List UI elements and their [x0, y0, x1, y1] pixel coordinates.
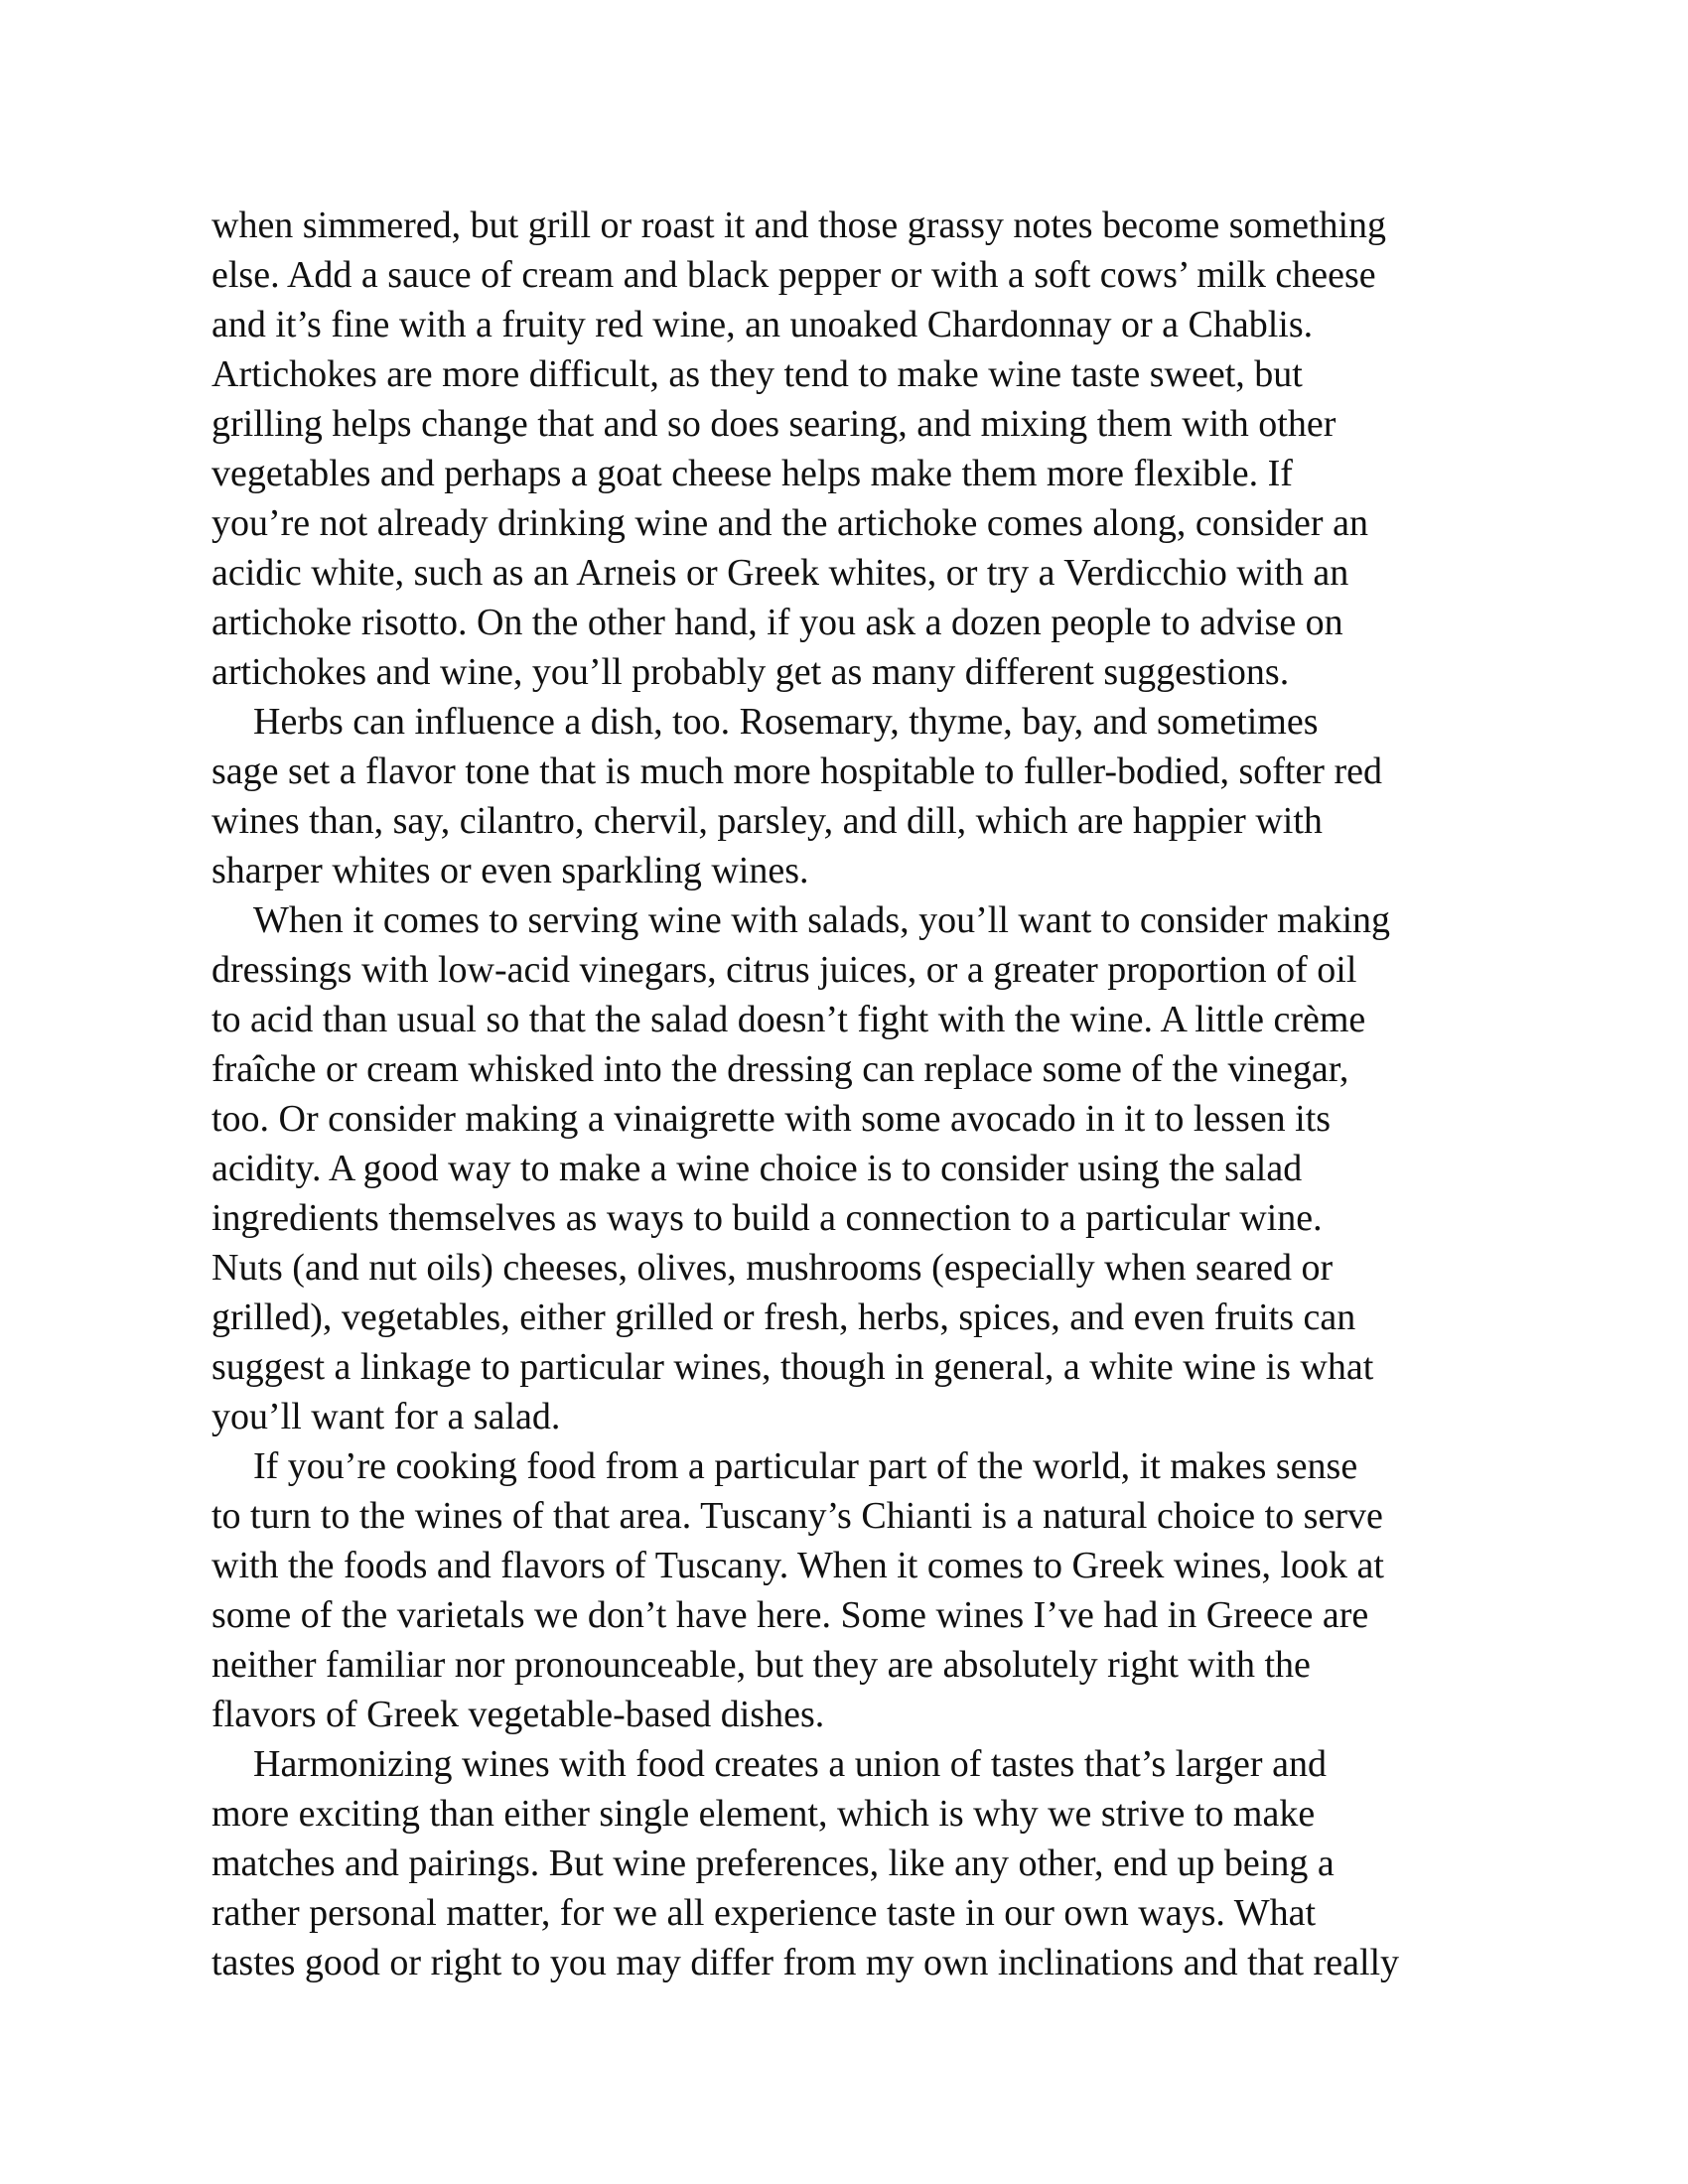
text-line: Nuts (and nut oils) cheeses, olives, mushrooms (especially when seared or [211, 1247, 1334, 1289]
text-line: sharper whites or even sparkling wines. [211, 850, 809, 891]
text-line: Artichokes are more difficult, as they tend to make wine taste sweet, but [211, 353, 1303, 395]
text-line: tastes good or right to you may differ from my own inclinations and that really [211, 1942, 1400, 1983]
text-line: more exciting than either single element, which is why we strive to make [211, 1793, 1316, 1835]
paragraph-2 [211, 697, 1492, 895]
paragraph-4 [211, 1441, 1492, 1739]
text-line: some of the varietals we don’t have here. Some wines I’ve had in Greece are [211, 1594, 1369, 1636]
text-line: If you’re cooking food from a particular part of the world, it makes sense [253, 1445, 1358, 1487]
text-line: fraîche or cream whisked into the dressing can replace some of the vinegar, [211, 1048, 1349, 1090]
text-line: artichokes and wine, you’ll probably get as many different suggestions. [211, 651, 1290, 693]
text-line: you’ll want for a salad. [211, 1396, 561, 1437]
text-line: acidity. A good way to make a wine choice is to consider using the salad [211, 1148, 1303, 1189]
paragraph-3 [211, 895, 1492, 1441]
text-line: else. Add a sauce of cream and black pepper or with a soft cows’ milk cheese [211, 254, 1376, 296]
text-line: neither familiar nor pronounceable, but they are absolutely right with the [211, 1644, 1311, 1686]
text-line: and it’s fine with a fruity red wine, an unoaked Chardonnay or a Chablis. [211, 304, 1314, 345]
text-line: suggest a linkage to particular wines, though in general, a white wine is what [211, 1346, 1374, 1388]
text-line: Herbs can influence a dish, too. Rosemary, thyme, bay, and sometimes [253, 701, 1319, 743]
text-line: acidic white, such as an Arneis or Greek whites, or try a Verdicchio with an [211, 552, 1349, 594]
text-line: flavors of Greek vegetable-based dishes. [211, 1694, 825, 1735]
text-line: artichoke risotto. On the other hand, if you ask a dozen people to advise on [211, 602, 1343, 643]
text-line: ingredients themselves as ways to build a connection to a particular wine. [211, 1197, 1323, 1239]
text-line: matches and pairings. But wine preferences, like any other, end up being a [211, 1843, 1335, 1884]
text-line: rather personal matter, for we all experience taste in our own ways. What [211, 1892, 1317, 1934]
text-line: when simmered, but grill or roast it and those grassy notes become something [211, 205, 1387, 246]
paragraph-5 [211, 1739, 1492, 1987]
text-line: to acid than usual so that the salad doesn’t fight with the wine. A little crème [211, 999, 1366, 1040]
text-line: When it comes to serving wine with salads, you’ll want to consider making [253, 899, 1391, 941]
text-line: dressings with low-acid vinegars, citrus juices, or a greater proportion of oil [211, 949, 1357, 991]
body-text [211, 201, 1492, 1987]
text-line: vegetables and perhaps a goat cheese helps make them more flexible. If [211, 453, 1293, 494]
text-line: grilling helps change that and so does searing, and mixing them with other [211, 403, 1336, 445]
text-line: grilled), vegetables, either grilled or fresh, herbs, spices, and even fruits can [211, 1297, 1356, 1338]
text-line: wines than, say, cilantro, chervil, parsley, and dill, which are happier with [211, 800, 1323, 842]
text-line: with the foods and flavors of Tuscany. When it comes to Greek wines, look at [211, 1545, 1384, 1586]
text-line: you’re not already drinking wine and the artichoke comes along, consider an [211, 502, 1368, 544]
text-line: to turn to the wines of that area. Tuscany’s Chianti is a natural choice to serve [211, 1495, 1383, 1537]
text-line: Harmonizing wines with food creates a union of tastes that’s larger and [253, 1743, 1327, 1785]
text-line: too. Or consider making a vinaigrette with some avocado in it to lessen its [211, 1098, 1332, 1140]
text-line: sage set a flavor tone that is much more hospitable to fuller-bodied, softer red [211, 751, 1382, 792]
paragraph-1 [211, 201, 1492, 697]
